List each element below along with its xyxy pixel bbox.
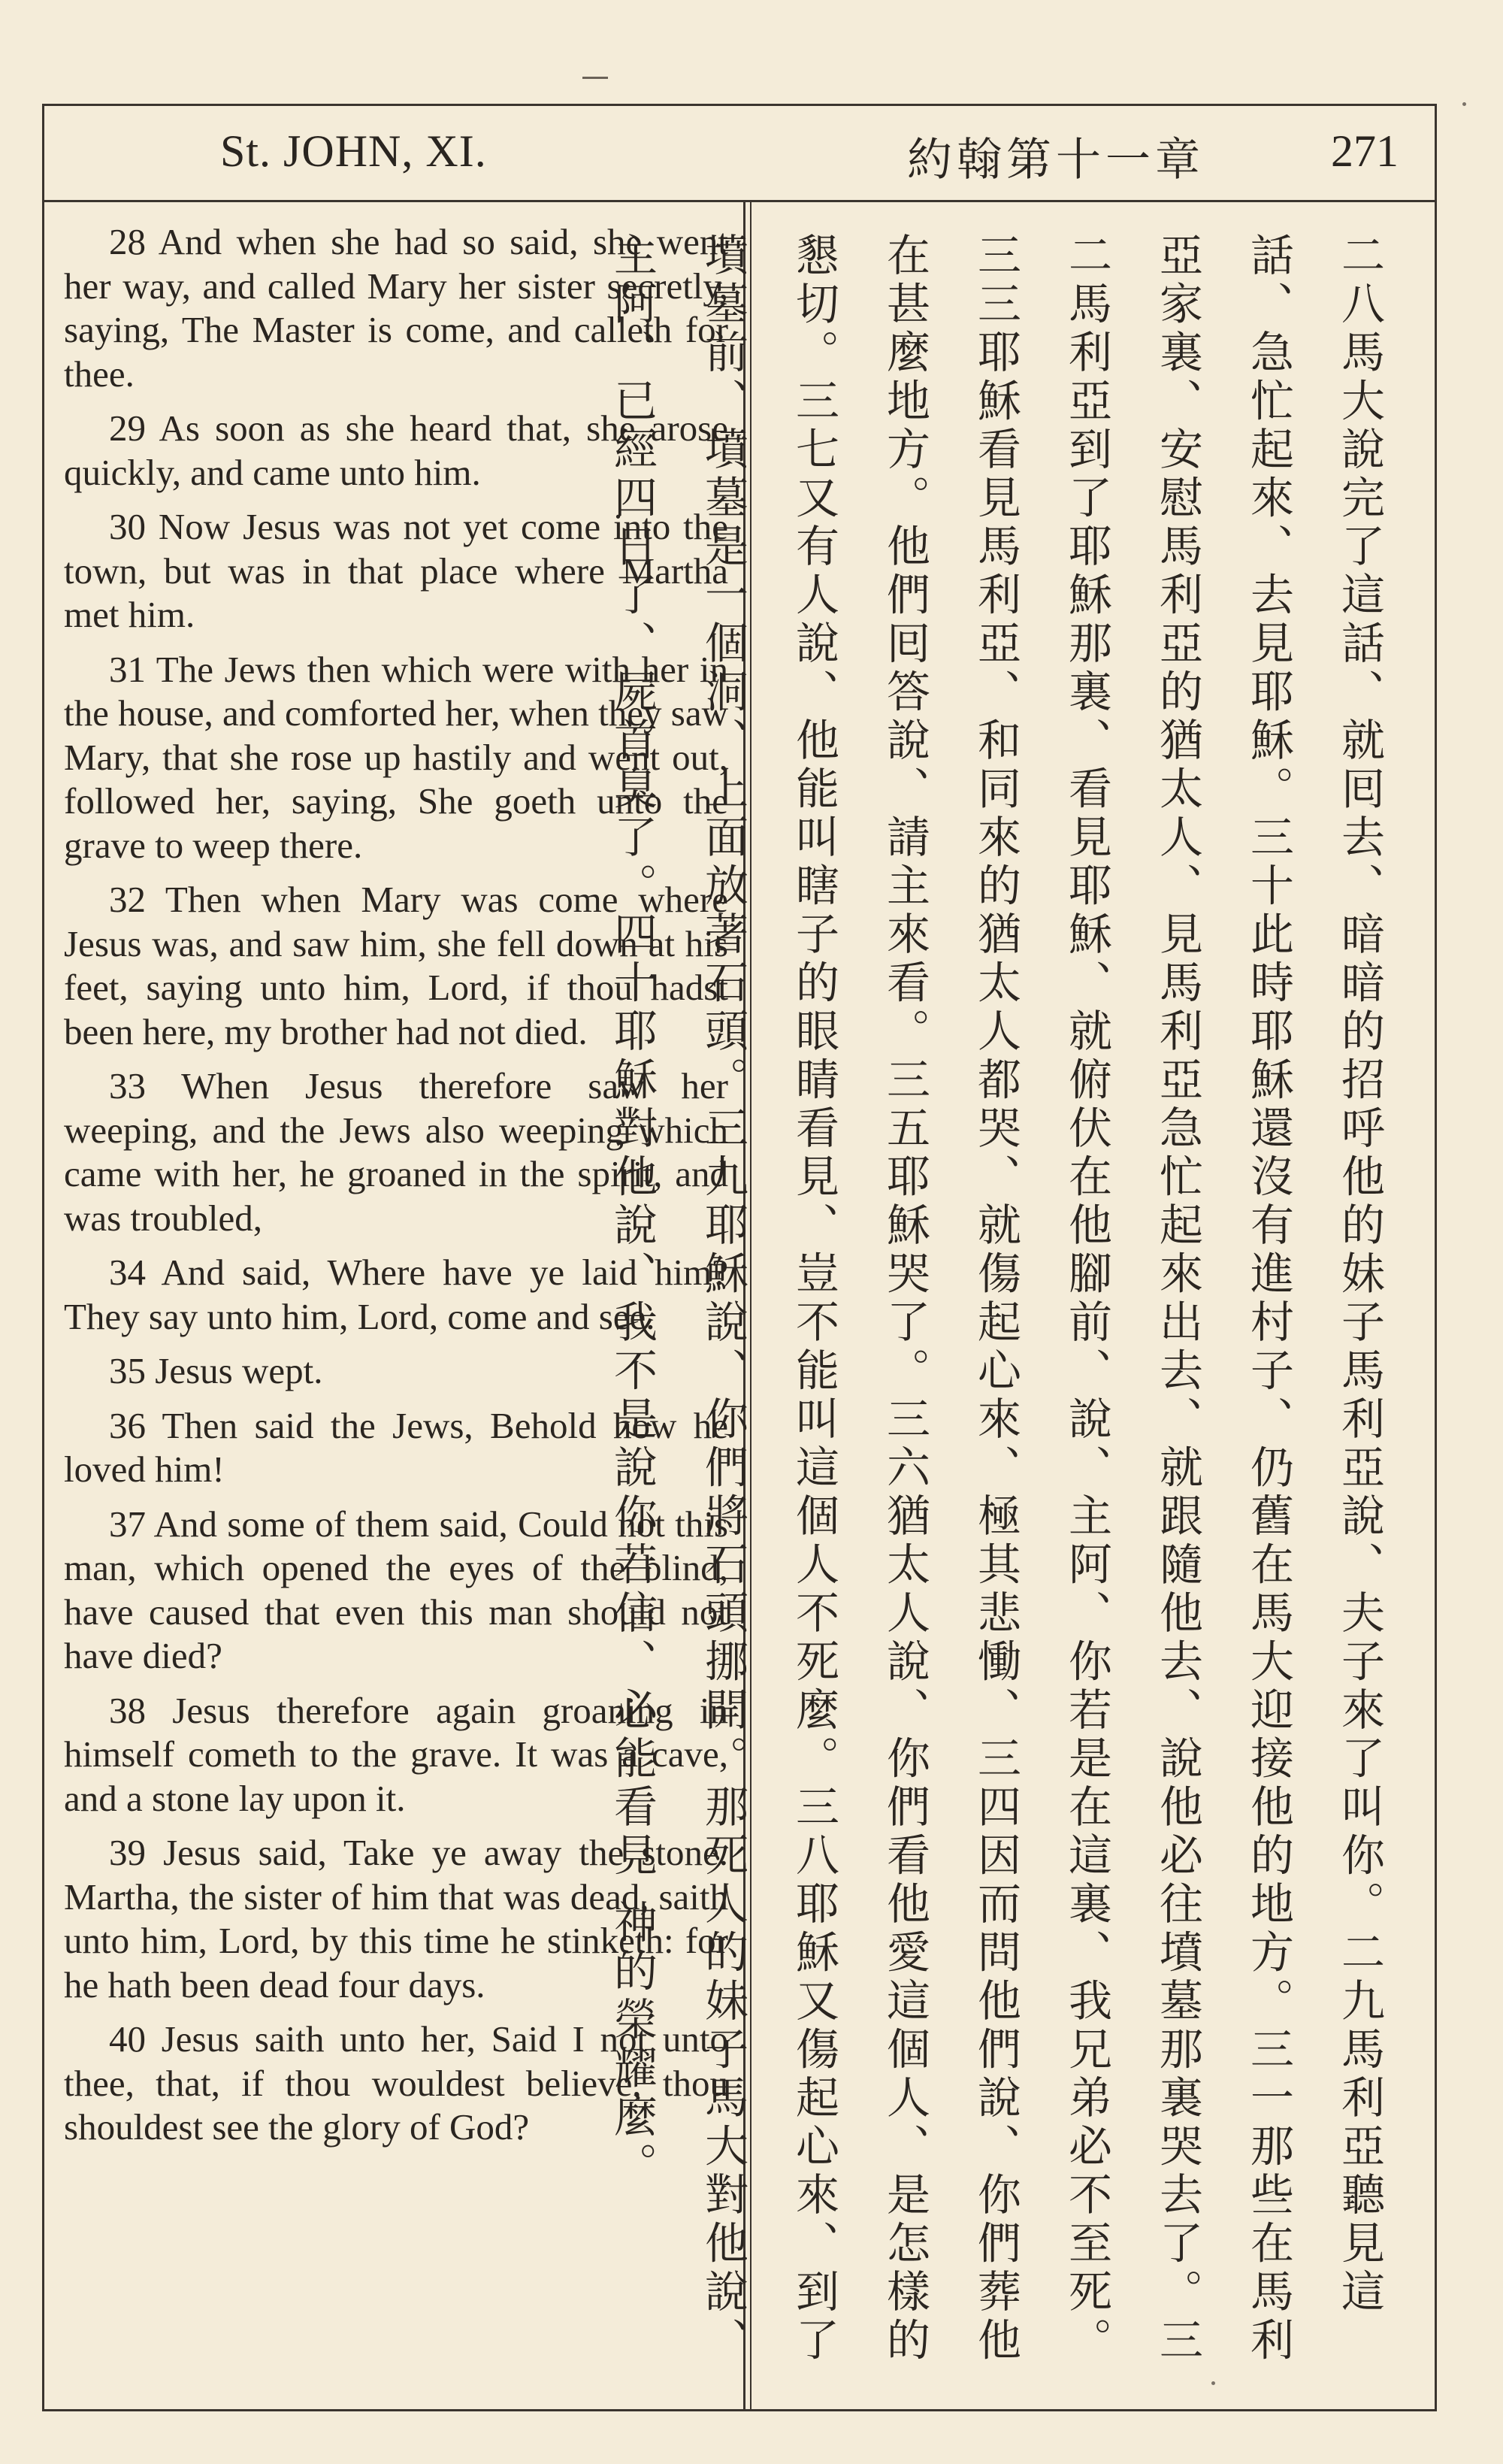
verse-38: 38 Jesus therefore again groaning in himself cometh to the grave. It was a cave, and a stone lay upon it.	[64, 1689, 728, 1819]
verse-36: 36 Then said the Jews, Behold how he loved him!	[64, 1404, 728, 1490]
verse-31: 31 The Jews then which were with her in the house, and comforted her, when they saw Mary, that she rose up hastily and went out, followed her, saying, She goeth unto the grave to weep there.	[64, 648, 728, 866]
verse-30: 30 Now Jesus was not yet come into the town, but was in that place where Martha met him.	[64, 506, 728, 635]
header-book-title: St. JOHN, XI.	[220, 126, 487, 176]
page-frame	[42, 104, 1437, 2411]
verse-35: 35 Jesus wept.	[109, 1350, 323, 1391]
verse-29: 29 As soon as she heard that, she arose quickly, and came unto him.	[64, 407, 728, 493]
paper-speck	[1462, 102, 1466, 106]
verse-39: 39 Jesus said, Take ye away the stone. Martha, the sister of him that was dead, saith unto him, Lord, by this time he stinketh: for he hath been dead four days.	[64, 1832, 728, 2005]
page-number: 271	[1331, 126, 1399, 176]
paper-speck	[1211, 2381, 1215, 2385]
header-chinese-chapter: 約翰第十一章	[907, 134, 1205, 186]
verse-34: 34 And said, Where have ye laid him? They say unto him, Lord, come and see.	[64, 1252, 728, 1337]
chinese-text-column: 二八馬大說完了這話、就囘去、暗暗的招呼他的妹子馬利亞說、夫子來了叫你。二九馬利亞聽見這話、急忙起來、去見耶穌。三十此時耶穌還沒有進村子、仍舊在馬大迎接他的地方。三一那些在馬利亞家裏、安慰馬利亞的猶太人、見馬利亞急忙起來出去、就跟隨他去、說他必往墳墓那裏哭去了。三二馬利亞到了耶穌那裏、看見耶穌、就俯伏在他腳前、說、主阿、你若是在這裏、我兄弟必不至死。三三耶穌看見馬利亞、和同來的猶太人都哭、就傷起心來、極其悲慟、三四因而問他們說、你們葬他在甚麼地方。他們囘答說、請主來看。三五耶穌哭了。三六猶太人說、你們看他愛這個人、是怎樣的懇切。三七又有人說、他能叫瞎子的眼睛看見、豈不能叫這個人不死麼。三八耶穌又傷起心來、到了墳墓前、墳墓是一個洞、上面放著石頭。三九耶穌說、你們將石頭挪開。那死人的妹子馬大對他說、主阿、已經四日了、屍首臭了。四十耶穌對他說、我不是說你若信、必能看見 神的榮耀麼。	[606, 232, 1385, 2366]
top-printer-mark	[582, 77, 608, 79]
verse-37: 37 And some of them said, Could not this man, which opened the eyes of the blind, have caused that even this man should not have died?	[64, 1503, 728, 1676]
verse-40: 40 Jesus saith unto her, Said I not unto thee, that, if thou wouldest believe, thou shouldest see the glory of God?	[64, 2018, 728, 2148]
running-header	[44, 106, 1435, 202]
verse-33: 33 When Jesus therefore saw her weeping, and the Jews also weeping which came with her, he groaned in the spirit, and was troubled,	[64, 1065, 728, 1239]
verse-28: 28 And when she had so said, she went her way, and called Mary her sister secretly, saying, The Master is come, and calleth for thee.	[64, 221, 728, 395]
verse-32: 32 Then when Mary was come where Jesus was, and saw him, she fell down at his feet, saying unto him, Lord, if thou hadst been here, my brother had not died.	[64, 879, 728, 1052]
